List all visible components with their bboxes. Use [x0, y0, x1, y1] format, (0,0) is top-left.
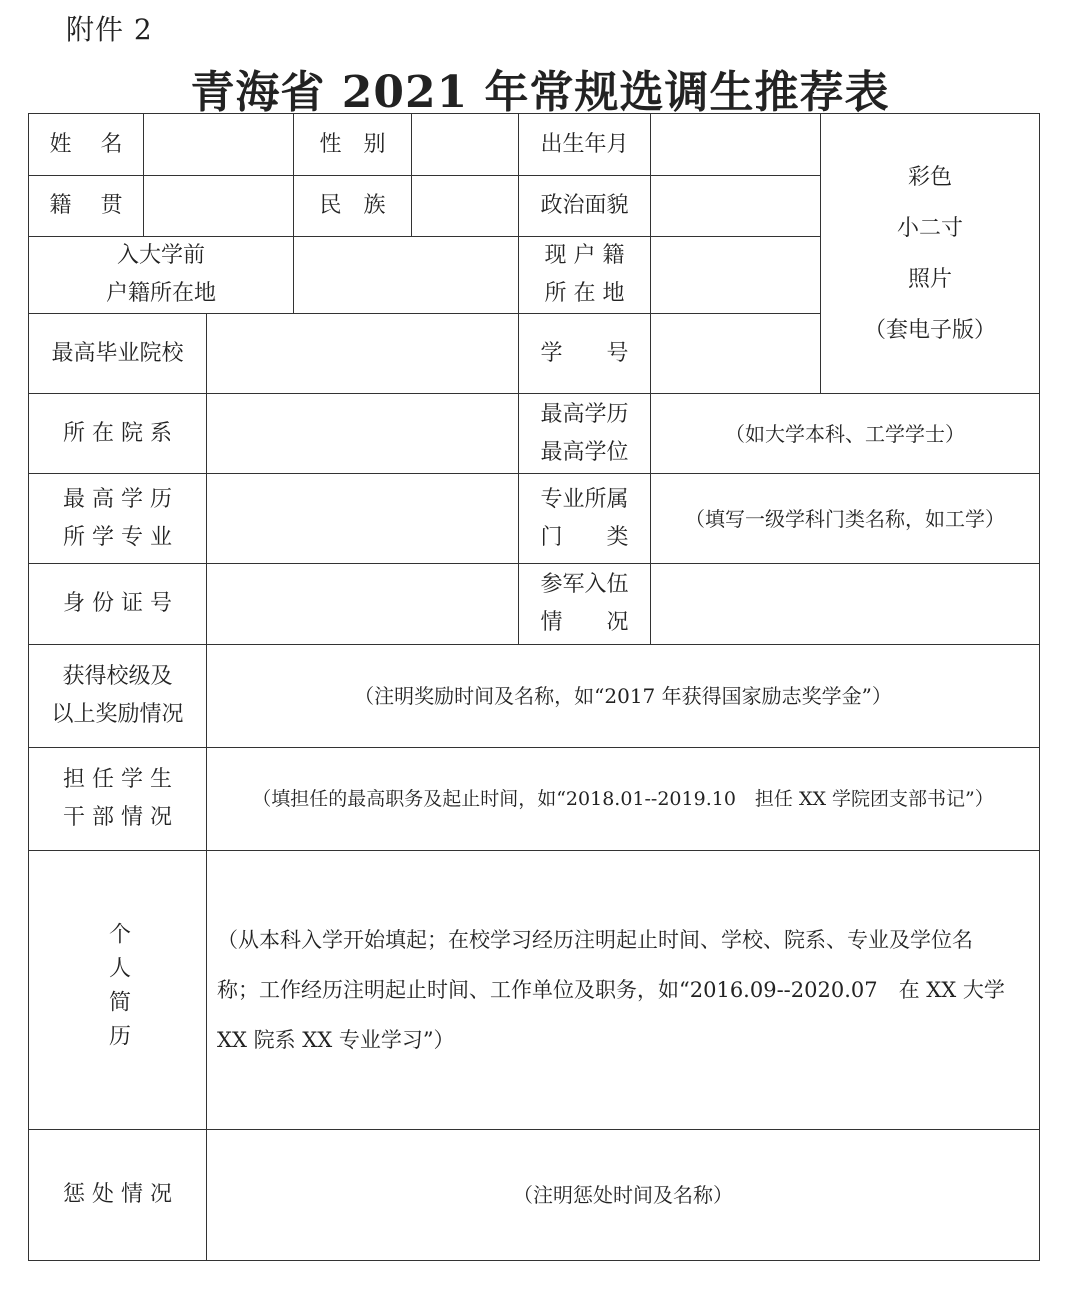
photo-line-3: 照片 [907, 266, 952, 292]
student-id-label: 学 号 [518, 313, 651, 394]
degree-label: 最高学历 最高学位 [518, 393, 651, 474]
department-field[interactable] [206, 393, 519, 474]
awards-label: 获得校级及 以上奖励情况 [28, 644, 207, 748]
photo-box[interactable] [820, 113, 1040, 394]
ethnicity-field[interactable] [411, 175, 519, 237]
photo-line-1: 彩色 [907, 164, 952, 190]
discipline-field[interactable]: （注明惩处时间及名称） [206, 1129, 1040, 1261]
pre-college-hukou-field[interactable] [293, 236, 519, 314]
photo-line-4: （套电子版） [863, 317, 996, 343]
birth-field[interactable] [650, 113, 821, 176]
military-label: 参军入伍 情 况 [518, 563, 651, 645]
name-field[interactable] [143, 113, 294, 176]
pre-college-hukou-label: 入大学前 户籍所在地 [28, 236, 294, 314]
student-id-field[interactable] [650, 313, 821, 394]
ethnicity-label: 民 族 [293, 175, 412, 237]
gender-field[interactable] [411, 113, 519, 176]
gender-label: 性 别 [293, 113, 412, 176]
id-number-label: 身 份 证 号 [28, 563, 207, 645]
political-status-label: 政治面貌 [518, 175, 651, 237]
native-place-field[interactable] [143, 175, 294, 237]
resume-label: 个人简历 [28, 850, 207, 1130]
current-hukou-field[interactable] [650, 236, 821, 314]
id-number-field[interactable] [206, 563, 519, 645]
name-label: 姓 名 [28, 113, 144, 176]
cadre-label: 担 任 学 生 干 部 情 况 [28, 747, 207, 851]
photo-line-2: 小二寸 [896, 215, 963, 241]
cadre-field[interactable]: （填担任的最高职务及起止时间，如“2018.01--2019.10 担任 XX 学院团支部书记”） [206, 747, 1040, 851]
form-title: 青海省 2021 年常规选调生推荐表 [190, 67, 890, 118]
attachment-label: 附件 2 [66, 13, 153, 46]
military-field[interactable] [650, 563, 1040, 645]
school-field[interactable] [206, 313, 519, 394]
major-label: 最 高 学 历 所 学 专 业 [28, 473, 207, 564]
major-category-field[interactable]: （填写一级学科门类名称，如工学） [650, 473, 1040, 564]
birth-label: 出生年月 [518, 113, 651, 176]
department-label: 所 在 院 系 [28, 393, 207, 474]
discipline-label: 惩 处 情 况 [28, 1129, 207, 1261]
resume-field[interactable]: （从本科入学开始填起；在校学习经历注明起止时间、学校、院系、专业及学位名 称；工作经历注明起止时间、工作单位及职务，如“2016.09--2020.07 在 XX 大学 XX 院系 XX 专业学习”） [206, 850, 1040, 1130]
awards-field[interactable]: （注明奖励时间及名称，如“2017 年获得国家励志奖学金”） [206, 644, 1040, 748]
school-label: 最高毕业院校 [28, 313, 207, 394]
native-place-label: 籍 贯 [28, 175, 144, 237]
major-category-label: 专业所属 门 类 [518, 473, 651, 564]
major-field[interactable] [206, 473, 519, 564]
current-hukou-label: 现 户 籍 所 在 地 [518, 236, 651, 314]
degree-field[interactable]: （如大学本科、工学学士） [650, 393, 1040, 474]
political-status-field[interactable] [650, 175, 821, 237]
